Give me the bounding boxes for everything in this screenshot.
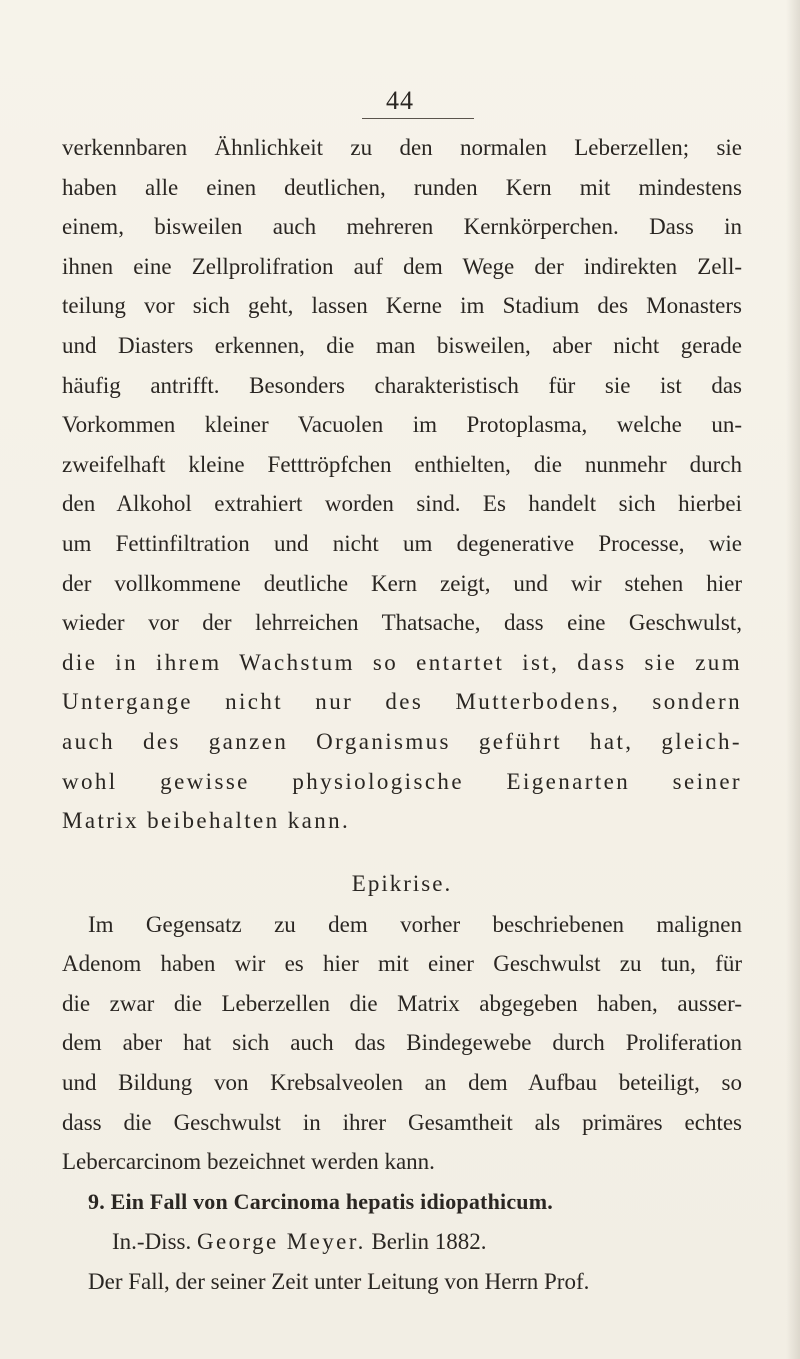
citation-prefix: In.-Diss. xyxy=(112,1228,192,1254)
text-line: Der Fall, der seiner Zeit unter Leitung von Herrn Prof. xyxy=(88,1268,590,1294)
text-line: der vollkommene deutliche Kern zeigt, und wir stehen hier xyxy=(62,570,742,596)
header-rule xyxy=(362,118,474,119)
text-line: haben alle einen deutlichen, runden Kern mit mindestens xyxy=(62,174,742,200)
case-heading: 9. Ein Fall von Carcinoma hepatis idiopathicum. xyxy=(88,1188,553,1214)
text-line: und Diasters erkennen, die man bisweilen, aber nicht gerade xyxy=(62,332,742,358)
text-line: verkennbaren Ähnlichkeit zu den normalen Leberzellen; sie xyxy=(62,135,742,160)
text-line: Adenom haben wir es hier mit einer Geschwulst zu tun, für xyxy=(62,951,742,977)
text-line: einem, bisweilen auch mehreren Kernkörperchen. Dass in xyxy=(62,214,742,240)
text-line: ihnen eine Zellprolifration auf dem Wege der indirekten Zell- xyxy=(62,253,742,279)
body-text xyxy=(62,128,742,1301)
text-line: dass die Geschwulst in ihrer Gesamtheit als primäres echtes xyxy=(62,1109,742,1135)
citation xyxy=(62,1222,742,1262)
citation-suffix: Berlin 1882. xyxy=(371,1228,487,1254)
text-line: Vorkommen kleiner Vacuolen im Protoplasma, welche un- xyxy=(62,412,742,438)
page-edge-shadow xyxy=(786,0,800,1359)
spaced-text-line: Untergange nicht nur des Mutterbodens, sondern xyxy=(62,689,742,715)
paragraph-2 xyxy=(62,905,742,1182)
text-line: häufig antrifft. Besonders charakteristisch für sie ist das xyxy=(62,372,742,398)
spaced-text-line: Matrix beibehalten kann. xyxy=(62,808,351,834)
text-line: teilung vor sich geht, lassen Kerne im Stadium des Monasters xyxy=(62,293,742,319)
citation-author: George Meyer. xyxy=(196,1228,366,1254)
text-line: Lebercarcinom bezeichnet werden kann. xyxy=(62,1149,435,1175)
paragraph-1 xyxy=(62,128,742,841)
page-number: 44 xyxy=(386,86,414,115)
text-line: und Bildung von Krebsalveolen an dem Aufbau beteiligt, so xyxy=(62,1070,742,1096)
spaced-text-line: wohl gewisse physiologische Eigenarten seiner xyxy=(62,768,742,794)
spaced-text-line: auch des ganzen Organismus geführt hat, gleich- xyxy=(62,728,742,754)
text-line: dem aber hat sich auch das Bindegewebe durch Proliferation xyxy=(62,1030,742,1056)
text-line: den Alkohol extrahiert worden sind. Es handelt sich hierbei xyxy=(62,491,742,517)
section-heading-epikrise: Epikrise. xyxy=(351,870,453,896)
text-line: wieder vor der lehrreichen Thatsache, dass eine Geschwulst, xyxy=(62,610,742,636)
text-line: um Fettinfiltration und nicht um degenerative Processe, wie xyxy=(62,530,742,556)
text-line: Im Gegensatz zu dem vorher beschriebenen malignen xyxy=(88,911,742,937)
text-line: zweifelhaft kleine Fetttröpfchen enthielten, die nunmehr durch xyxy=(62,451,742,477)
text-line: die zwar die Leberzellen die Matrix abgegeben haben, ausser- xyxy=(62,990,742,1016)
spaced-text-line: die in ihrem Wachstum so entartet ist, dass sie zum xyxy=(62,649,742,675)
